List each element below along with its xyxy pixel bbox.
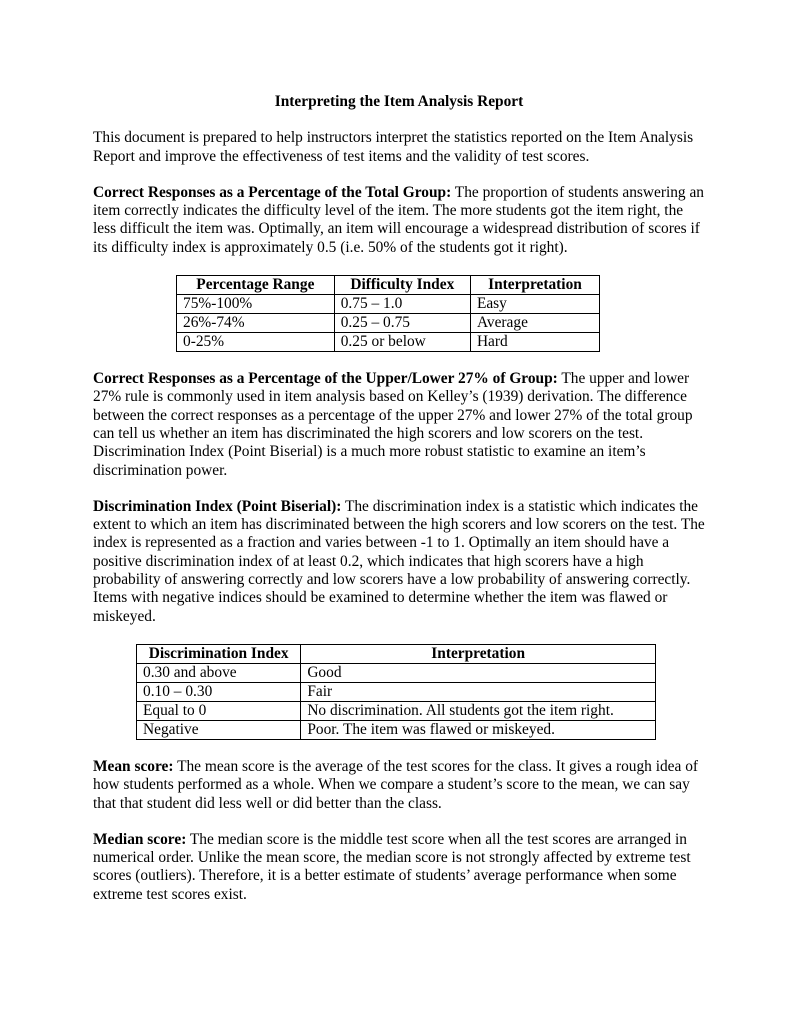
table-cell: 26%-74% <box>177 314 335 333</box>
table-header-cell: Interpretation <box>470 276 599 295</box>
table-row <box>177 295 600 314</box>
total-group-heading: Correct Responses as a Percentage of the Total Group: <box>93 183 452 201</box>
mean-score-heading: Mean score: <box>93 757 174 775</box>
upper-lower-paragraph <box>93 370 705 480</box>
median-score-heading: Median score: <box>93 830 187 848</box>
table-header-cell: Interpretation <box>301 644 656 663</box>
table-cell: 0.25 or below <box>334 333 470 352</box>
table-cell: Hard <box>470 333 599 352</box>
table-row <box>177 333 600 352</box>
table-row <box>137 663 656 682</box>
difficulty-table <box>176 275 600 352</box>
table-cell: Good <box>301 663 656 682</box>
document-title: Interpreting the Item Analysis Report <box>274 93 524 110</box>
table-header-row <box>177 276 600 295</box>
table-cell: 0.30 and above <box>137 663 301 682</box>
discrimination-paragraph <box>93 498 705 626</box>
table-row <box>137 720 656 739</box>
table-header-row <box>137 644 656 663</box>
table-row <box>137 682 656 701</box>
table-cell: 0-25% <box>177 333 335 352</box>
total-group-paragraph <box>93 184 705 257</box>
table-header-cell: Percentage Range <box>177 276 335 295</box>
table-cell: 75%-100% <box>177 295 335 314</box>
median-score-body: The median score is the middle test score when all the test scores are arranged in numerical order. Unlike the mean score, the median score is not strongly affected by extreme test scores (outliers). Therefore, it is a better estimate of students’ average performance when some extreme test scores exist. <box>93 830 691 903</box>
discrimination-table <box>136 644 656 740</box>
table-cell: Poor. The item was flawed or miskeyed. <box>301 720 656 739</box>
table-cell: 0.75 – 1.0 <box>334 295 470 314</box>
table-cell: 0.25 – 0.75 <box>334 314 470 333</box>
table-cell: Equal to 0 <box>137 701 301 720</box>
table-cell: Easy <box>470 295 599 314</box>
table-cell: 0.10 – 0.30 <box>137 682 301 701</box>
discrimination-body: The discrimination index is a statistic which indicates the extent to which an item has discriminated between the high scorers and low scorers on the test. The index is represented as a fraction and varies between -1 to 1. Optimally an item should have a positive discrimination index of at least 0.2, which indicates that high scorers have a high probability of answering correctly and low scorers have a low probability of answering correctly. Items with negative indices should be examined to determine whether the item was flawed or miskeyed. <box>93 497 705 625</box>
discrimination-heading: Discrimination Index (Point Biserial): <box>93 497 342 515</box>
upper-lower-body: The upper and lower 27% rule is commonly used in item analysis based on Kelley’s (1939) derivation. The difference between the correct responses as a percentage of the upper 27% and lower 27% of the total group can tell us whether an item has discriminated the high scorers and low scorers on the test. Discrimination Index (Point Biserial) is a much more robust statistic to examine an item’s discrimination power. <box>93 370 693 479</box>
table-cell: Negative <box>137 720 301 739</box>
intro-paragraph: This document is prepared to help instructors interpret the statistics reported on the Item Analysis Report and improve the effectiveness of test items and the validity of test scores. <box>93 129 694 165</box>
table-header-cell: Discrimination Index <box>137 644 301 663</box>
table-row <box>177 314 600 333</box>
table-cell: Fair <box>301 682 656 701</box>
mean-score-paragraph <box>93 758 705 813</box>
total-group-body: The proportion of students answering an item correctly indicates the difficulty level of the item. The more students got the item right, the less difficult the item was. Optimally, an item will encourage a widespread distribution of scores if its difficulty index is approximately 0.5 (i.e. 50% of the students got it right). <box>93 183 704 256</box>
document-page <box>93 93 705 922</box>
table-cell: No discrimination. All students got the item right. <box>301 701 656 720</box>
table-row <box>137 701 656 720</box>
upper-lower-heading: Correct Responses as a Percentage of the Upper/Lower 27% of Group: <box>93 370 558 388</box>
mean-score-body: The mean score is the average of the test scores for the class. It gives a rough idea of how students performed as a whole. When we compare a student’s score to the mean, we can say that that student did less well or did better than the class. <box>93 757 699 812</box>
table-header-cell: Difficulty Index <box>334 276 470 295</box>
table-cell: Average <box>470 314 599 333</box>
median-score-paragraph <box>93 831 705 904</box>
